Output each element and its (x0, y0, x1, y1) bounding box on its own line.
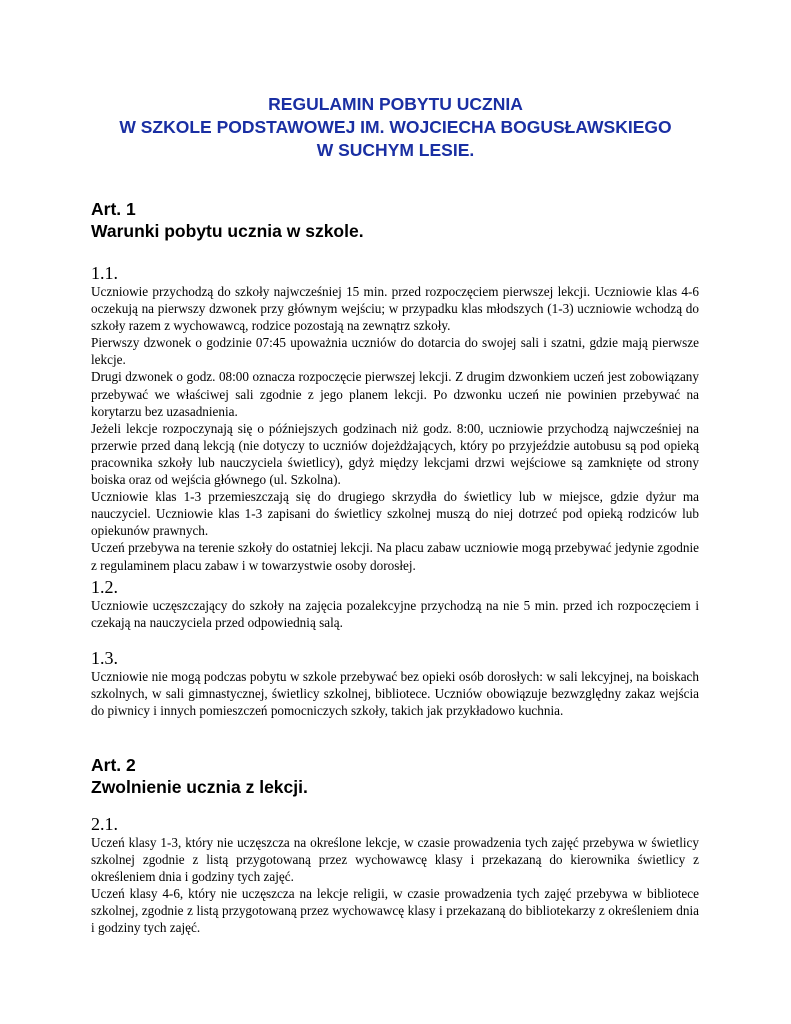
art-1-subheading: Warunki pobytu ucznia w szkole. (91, 221, 364, 241)
section-1-2-number: 1.2. (91, 577, 118, 597)
section-1-2-body (91, 597, 699, 631)
art-2-subheading: Zwolnienie ucznia z lekcji. (91, 777, 308, 797)
document-title-line-2: W SZKOLE PODSTAWOWEJ IM. WOJCIECHA BOGUSŁAWSKIEGO (119, 117, 672, 137)
section-1-2-paragraph: Uczniowie uczęszczający do szkoły na zajęcia pozalekcyjne przychodzą na nie 5 min. przed ich rozpoczęciem i czekają na nauczyciela przed odpowiednią salą. (91, 598, 699, 631)
section-2-1-body (91, 834, 699, 937)
section-1-1-paragraph: Uczniowie klas 1-3 przemieszczają się do drugiego skrzydła do świetlicy lub w miejsce, gdzie dyżur ma nauczyciel. Uczniowie klas 1-3 zapisani do świetlicy szkolnej muszą do niej dotrzeć pod opieką rodziców lub opiekunów prawnych. (91, 489, 699, 539)
document-title-line-1: REGULAMIN POBYTU UCZNIA (268, 94, 523, 114)
section-1-3-number: 1.3. (91, 648, 118, 668)
art-2-heading: Art. 2 (91, 755, 136, 775)
section-1-1-body (91, 283, 699, 574)
section-1-3-paragraph: Uczniowie nie mogą podczas pobytu w szkole przebywać bez opieki osób dorosłych: w sali lekcyjnej, na boiskach szkolnych, w sali gimnastycznej, świetlicy szkolnej, bibliotece. Uczniów obowiązuje bezwzględny zakaz wejścia do piwnicy i innych pomieszczeń pomocniczych szkoły, takich jak przykładowo kuchnia. (91, 669, 699, 719)
section-1-1-paragraph: Drugi dzwonek o godz. 08:00 oznacza rozpoczęcie pierwszej lekcji. Z drugim dzwonkiem uczeń jest zobowiązany przebywać we właściwej sali zgodnie z jego planem lekcji. Po dzwonku uczeń nie powinien przebywać na korytarzu bez uzasadnienia. (91, 369, 699, 419)
section-2-1-paragraph: Uczeń klasy 1-3, który nie uczęszcza na określone lekcje, w czasie prowadzenia tych zajęć przebywa w świetlicy szkolnej zgodnie z listą przygotowaną przez wychowawcę klasy i przekazaną do kierownika świetlicy z określeniem dnia i godziny tych zajęć. (91, 835, 699, 885)
art-1-heading: Art. 1 (91, 199, 136, 219)
section-1-1-paragraph: Uczeń przebywa na terenie szkoły do ostatniej lekcji. Na placu zabaw uczniowie mogą przebywać jedynie zgodnie z regulaminem placu zabaw i w towarzystwie osoby dorosłej. (91, 540, 699, 573)
section-1-1-paragraph: Pierwszy dzwonek o godzinie 07:45 upoważnia uczniów do dotarcia do swojej sali i szatni, gdzie mają pierwsze lekcje. (91, 335, 699, 368)
section-1-1-paragraph: Jeżeli lekcje rozpoczynają się o późniejszych godzinach niż godz. 8:00, uczniowie przychodzą najwcześniej na przerwie przed daną lekcją (nie dotyczy to uczniów dojeżdżających, który po przyjeździe autobusu są pod opieką pracownika szkoły lub nauczyciela świetlicy), gdyż między lekcjami drzwi wejściowe są zamknięte od strony boiska oraz od wejścia głównego (ul. Szkolna). (91, 420, 699, 488)
document-title-line-3: W SUCHYM LESIE. (316, 140, 475, 160)
section-1-3-body (91, 668, 699, 719)
section-1-1-number: 1.1. (91, 263, 118, 283)
section-2-1-paragraph: Uczeń klasy 4-6, który nie uczęszcza na lekcje religii, w czasie prowadzenia tych zajęć przebywa w bibliotece szkolnej, zgodnie z listą przygotowaną przez wychowawcę klasy i przekazaną do bibliotekarzy z określeniem dnia i godziny tych zajęć. (91, 886, 699, 936)
section-2-1-number: 2.1. (91, 814, 118, 834)
section-1-1-paragraph: Uczniowie przychodzą do szkoły najwcześniej 15 min. przed rozpoczęciem pierwszej lekcji. Uczniowie klas 4-6 oczekują na pierwszy dzwonek przy głównym wejściu; w przypadku klas młodszych (1-3) uczniowie wchodzą do szkoły razem z wychowawcą, rodzice pozostają na zewnątrz szkoły. (91, 284, 699, 334)
